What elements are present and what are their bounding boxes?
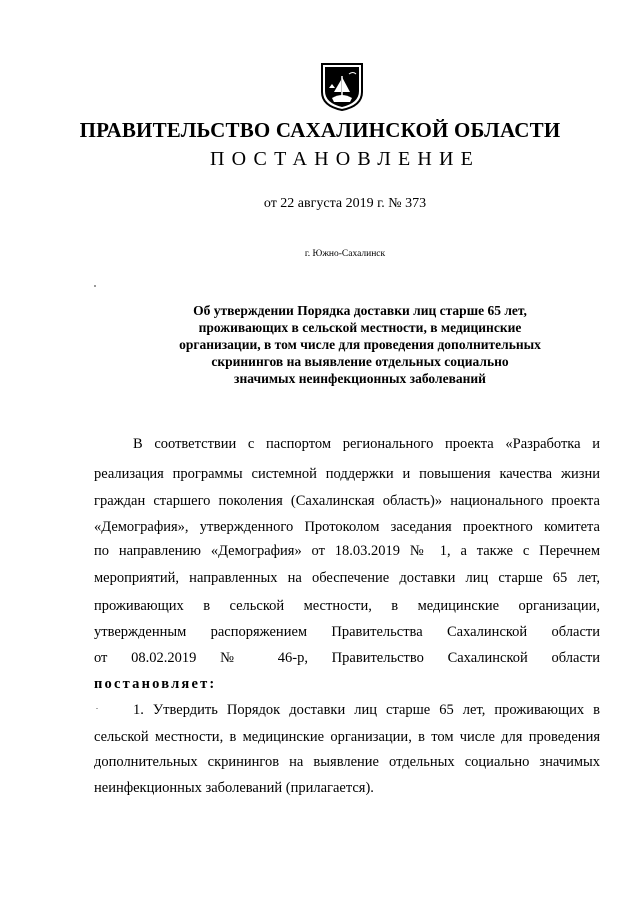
scan-speck (96, 708, 98, 709)
resolves-word: постановляет: (94, 676, 217, 692)
subject-line: Об утверждении Порядка доставки лиц старше 65 лет, (193, 303, 527, 318)
organization-title: ПРАВИТЕЛЬСТВО САХАЛИНСКОЙ ОБЛАСТИ (79, 118, 561, 142)
coat-of-arms-icon (320, 62, 364, 112)
subject-line: значимых неинфекционных заболеваний (234, 371, 486, 386)
preamble-line: «Демография», утвержденного Протоколом заседания проектного комитета (94, 519, 600, 535)
document-subject (140, 302, 580, 387)
item1-line: 1. Утвердить Порядок доставки лиц старше 65 лет, проживающих в (133, 702, 600, 718)
item1-line: сельской местности, в медицинские организации, в том числе для проведения (94, 729, 600, 745)
preamble-line: по направлению «Демография» от 18.03.2019 № 1, а также с Перечнем (94, 543, 600, 559)
scan-speck (94, 285, 96, 287)
preamble-line: проживающих в сельской местности, в медицинские организации, (94, 598, 600, 614)
item1-line: дополнительных скринингов на выявление отдельных социально значимых (94, 754, 600, 770)
document-date-number: от 22 августа 2019 г. № 373 (263, 196, 427, 211)
item1-line: неинфекционных заболеваний (прилагается). (94, 780, 374, 796)
preamble-line: реализация программы системной поддержки и повышения качества жизни (94, 466, 600, 482)
subject-line: организации, в том числе для проведения дополнительных (179, 337, 541, 352)
preamble-line: мероприятий, направленных на обеспечение доставки лиц старше 65 лет, (94, 570, 600, 586)
document-type: ПОСТАНОВЛЕНИЕ (210, 148, 481, 170)
document-city: г. Южно-Сахалинск (304, 249, 386, 259)
subject-line: проживающих в сельской местности, в медицинские (198, 320, 522, 335)
preamble-line: граждан старшего поколения (Сахалинская область)» национального проекта (94, 493, 600, 509)
preamble-line: от 08.02.2019 № 46-р, Правительство Сахалинской области (94, 650, 600, 666)
subject-line: скринингов на выявление отдельных социально (211, 354, 509, 369)
preamble-line: В соответствии с паспортом регионального проекта «Разработка и (133, 436, 600, 452)
preamble-line: утвержденным распоряжением Правительства Сахалинской области (94, 624, 600, 640)
